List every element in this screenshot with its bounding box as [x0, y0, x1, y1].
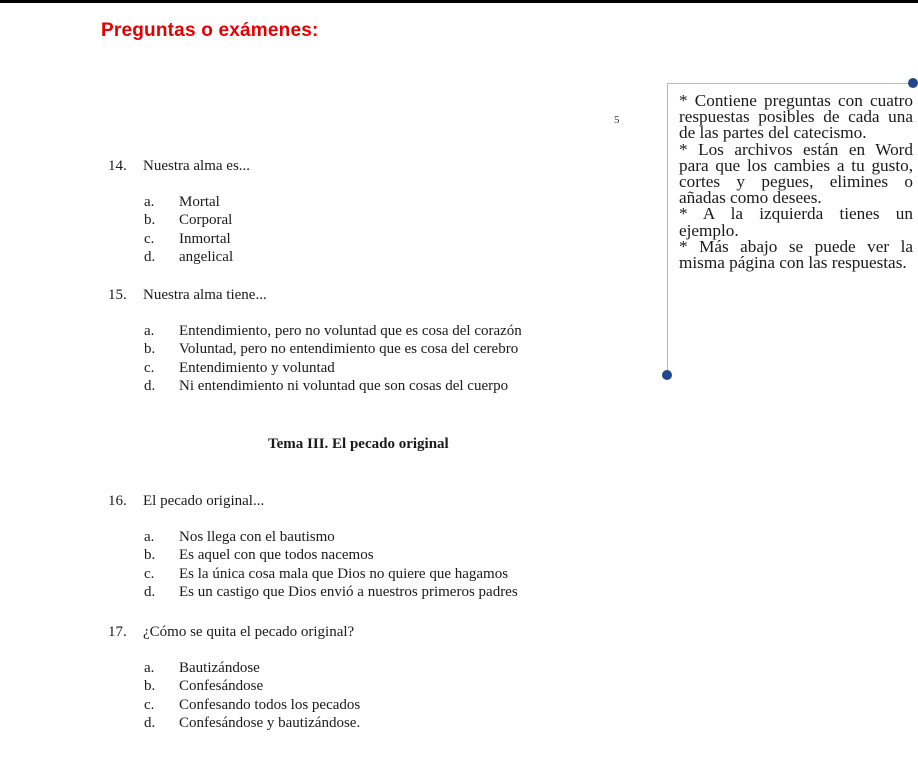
callout-paragraph: * Más abajo se puede ver la misma página con las respuestas. — [679, 236, 913, 273]
option-item — [144, 565, 518, 584]
option-text: Es aquel con que todos nacemos — [179, 547, 374, 564]
option-item — [144, 359, 522, 378]
option-item — [144, 583, 518, 602]
option-item — [144, 546, 518, 565]
option-item — [144, 322, 522, 341]
callout-text — [679, 93, 913, 271]
option-item — [144, 377, 522, 396]
option-text: Confesando todos los pecados — [179, 696, 361, 713]
question-text: Nuestra alma tiene... — [143, 287, 267, 303]
callout-paragraph: * Contiene preguntas con cuatro respuestas posibles de cada una de las partes del catecismo. — [679, 91, 913, 143]
option-letter: c. — [144, 696, 155, 713]
option-text: Corporal — [179, 212, 233, 229]
question-text: El pecado original... — [143, 493, 265, 509]
option-item — [144, 248, 250, 267]
option-letter: c. — [144, 230, 155, 247]
option-letter: b. — [144, 212, 156, 229]
option-letter: c. — [144, 565, 155, 582]
option-list — [144, 528, 518, 602]
option-letter: d. — [144, 378, 156, 395]
question-16 — [108, 492, 518, 602]
option-item — [144, 211, 250, 230]
question-14 — [108, 157, 250, 267]
option-text: Entendimiento y voluntad — [179, 359, 335, 376]
option-letter: b. — [144, 547, 156, 564]
resize-handle-dot-icon[interactable] — [908, 78, 918, 88]
option-list — [144, 322, 522, 396]
option-letter: a. — [144, 528, 155, 545]
section-title: Tema III. El pecado original — [268, 436, 449, 452]
question-number: 17. — [108, 624, 127, 640]
option-letter: b. — [144, 678, 156, 695]
option-letter: c. — [144, 359, 155, 376]
page-heading: Preguntas o exámenes: — [101, 20, 319, 41]
option-letter: d. — [144, 715, 156, 732]
option-text: Ni entendimiento ni voluntad que son cosas del cuerpo — [179, 378, 509, 395]
question-text: ¿Cómo se quita el pecado original? — [143, 624, 355, 640]
option-letter: b. — [144, 341, 156, 358]
option-text: Entendimiento, pero no voluntad que es cosa del corazón — [179, 322, 522, 339]
option-item — [144, 714, 360, 733]
option-letter: a. — [144, 193, 155, 210]
callout-paragraph: * Los archivos están en Word para que los cambies a tu gusto, cortes y pegues, elimines o añadas como desees. — [679, 139, 913, 208]
question-number: 15. — [108, 287, 127, 303]
option-item — [144, 230, 250, 249]
question-number: 16. — [108, 493, 127, 509]
option-item — [144, 193, 250, 212]
option-letter: d. — [144, 584, 156, 601]
page-number: 5 — [614, 114, 620, 126]
option-text: Inmortal — [179, 230, 231, 247]
option-item — [144, 677, 360, 696]
resize-handle-dot-icon[interactable] — [662, 370, 672, 380]
option-item — [144, 696, 360, 715]
question-text: Nuestra alma es... — [143, 158, 251, 174]
question-number: 14. — [108, 158, 127, 174]
callout-paragraph: * A la izquierda tienes un ejemplo. — [679, 204, 913, 240]
option-letter: a. — [144, 322, 155, 339]
option-text: Voluntad, pero no entendimiento que es cosa del cerebro — [179, 341, 519, 358]
callout-box — [667, 83, 913, 376]
option-list — [144, 193, 250, 267]
option-text: Es un castigo que Dios envió a nuestros primeros padres — [179, 584, 518, 601]
option-item — [144, 528, 518, 547]
option-list — [144, 659, 360, 733]
top-border — [0, 0, 918, 3]
option-text: Confesándose y bautizándose. — [179, 715, 361, 732]
option-text: Es la única cosa mala que Dios no quiere que hagamos — [179, 565, 509, 582]
option-text: angelical — [179, 249, 234, 266]
option-text: Confesándose — [179, 678, 264, 695]
option-text: Mortal — [179, 193, 220, 210]
question-15 — [108, 286, 522, 396]
question-17 — [108, 623, 360, 733]
option-letter: d. — [144, 249, 156, 266]
option-item — [144, 659, 360, 678]
option-text: Bautizándose — [179, 659, 260, 676]
option-text: Nos llega con el bautismo — [179, 528, 335, 545]
option-letter: a. — [144, 659, 155, 676]
option-item — [144, 340, 522, 359]
